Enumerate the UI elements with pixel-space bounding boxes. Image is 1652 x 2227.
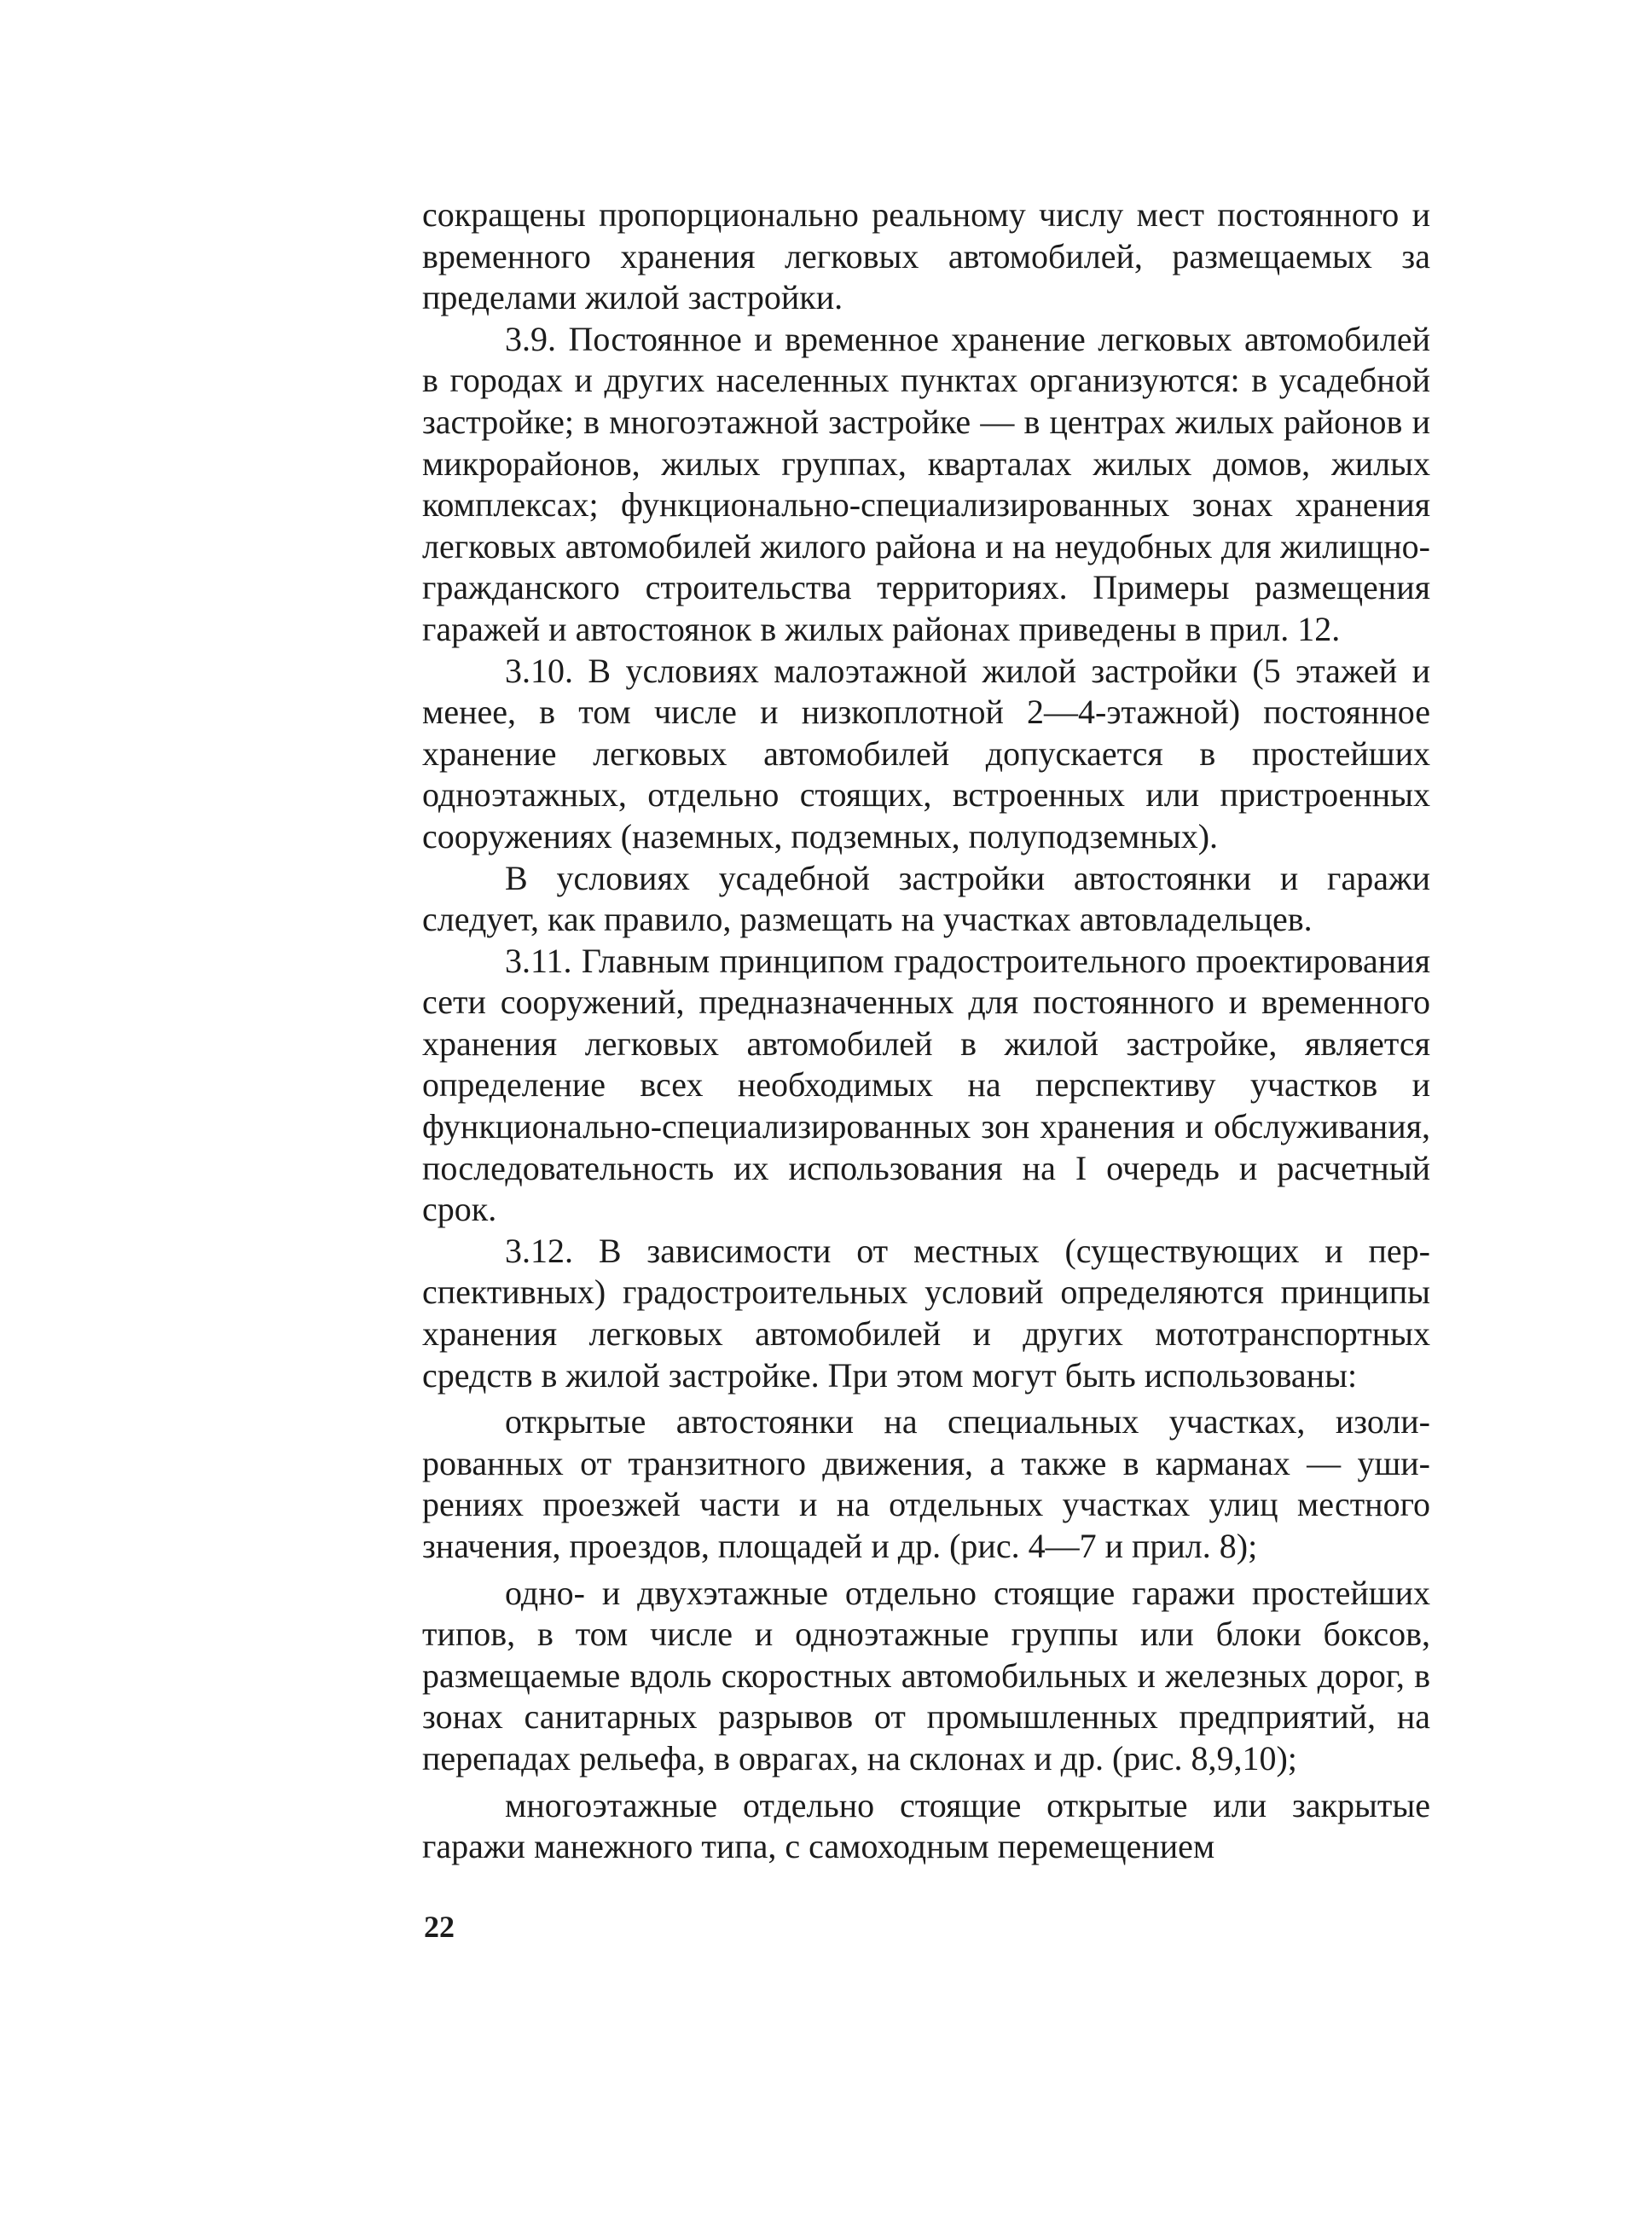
list-item-garages-simple: одно- и двухэтажные отдельно стоящие гаражи простейших типов, в том числе и одноэтажные группы или блоки боксов, размещаемые вдоль скоростных автомобильных и железных дорог, в зонах санитарных разрывов от промышленных предприятий, на перепадах рельефа, в оврагах, на склонах и др. (рис. 8,9,10);: [422, 1573, 1430, 1778]
list-item-garages-multistorey: многоэтажные отдельно стоящие открытые или закрытые гаражи манежного типа, с самоходным перемещением: [422, 1785, 1430, 1866]
paragraph-3-10: 3.10. В условиях малоэтажной жилой застройки (5 этажей и менее, в том числе и низкоплотной 2—4-этажной) постоянное хранение легковых автомобилей допускается в простейших одноэтажных, отдельно стоящих, встроенных или пристроенных сооружениях (наземных, подземных, полуподземных).: [422, 651, 1430, 855]
paragraph-3-11: 3.11. Главным принципом градостроительного проектирования сети сооружений, предназначенных для постоянного и временного хранения легковых автомобилей в жилой застройке, является определение всех необходимых на перспективу участков и функционально-специализированных зон хранения и обслуживания, последовательность их использования на I очередь и расчетный срок.: [422, 941, 1430, 1229]
body-text: [422, 194, 1430, 1868]
page-number: 22: [424, 1910, 455, 1944]
paragraph-3-10-estate: В условиях усадебной застройки автостоянки и гаражи следует, как правило, размещать на участках автовладельцев.: [422, 858, 1430, 939]
paragraph-3-12: 3.12. В зависимости от местных (существующих и перспективных) градостроительных условий определяются принципы хранения легковых автомобилей и других мототранспортных средств в жилой застройке. При этом могут быть использованы:: [422, 1231, 1430, 1395]
paragraph-continuation: сокращены пропорционально реальному числу мест постоянного и временного хранения легковых автомобилей, размещаемых за пределами жилой застройки.: [422, 195, 1430, 317]
list-item-open-parking: открытые автостоянки на специальных участках, изолированных от транзитного движения, а также в карманах — уширениях проезжей части и на отдельных участках улиц местного значения, проездов, площадей и др. (рис. 4—7 и прил. 8);: [422, 1402, 1430, 1565]
paragraph-3-9: 3.9. Постоянное и временное хранение легковых автомобилей в городах и других населенных пунктах организуются: в усадебной застройке; в многоэтажной застройке — в центрах жилых районов и микрорайонов, жилых группах, кварталах жилых домов, жилых комплексах; функционально-специализированных зонах хранения легковых автомобилей жилого района и на неудобных для жилищно-гражданского строительства территориях. Примеры размещения гаражей и автостоянок в жилых районах приведены в прил. 12.: [422, 319, 1430, 648]
